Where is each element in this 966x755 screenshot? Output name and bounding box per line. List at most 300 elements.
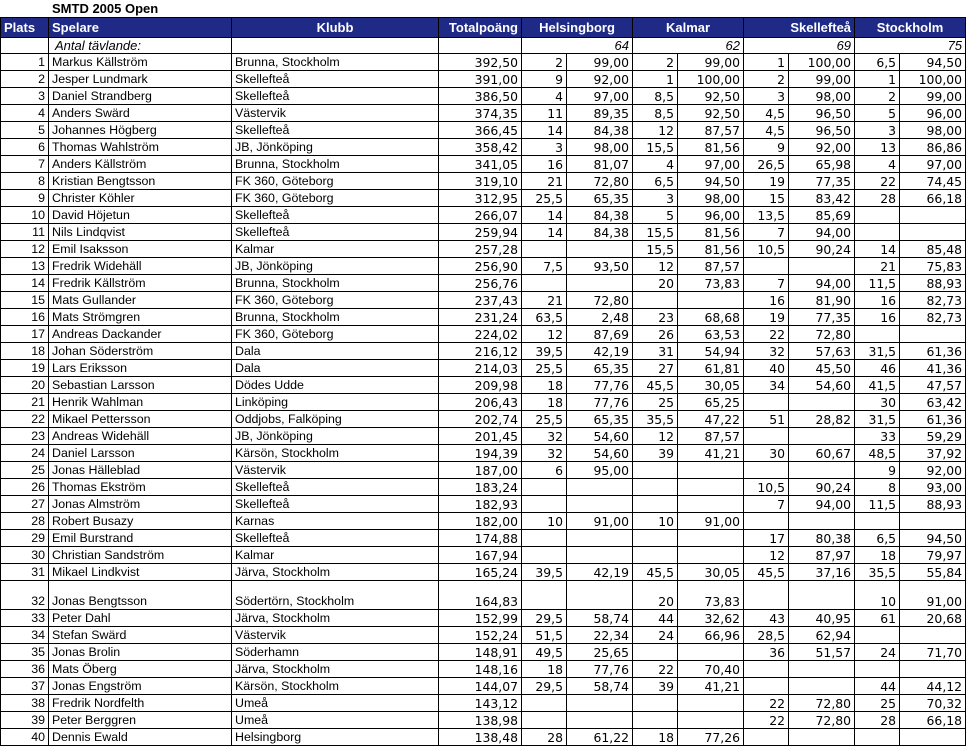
cell-stockholm-points: 20,68 (900, 610, 966, 627)
cell-stockholm-points (900, 326, 966, 343)
cell-total-points: 183,24 (439, 479, 522, 496)
cell-plats: 18 (1, 343, 49, 360)
cell-skelleftea-points (789, 661, 855, 678)
cell-plats: 22 (1, 411, 49, 428)
cell-skelleftea-place: 7 (744, 496, 789, 513)
cell-plats: 28 (1, 513, 49, 530)
cell-club: Järva, Stockholm (232, 610, 439, 627)
table-row (1, 207, 966, 224)
cell-helsingborg-place: 25,5 (522, 360, 567, 377)
header-klubb: Klubb (232, 18, 439, 38)
cell-skelleftea-place: 7 (744, 224, 789, 241)
cell-plats: 36 (1, 661, 49, 678)
competitors-stockholm: 75 (855, 38, 966, 54)
cell-plats: 20 (1, 377, 49, 394)
cell-helsingborg-points: 98,00 (567, 139, 633, 156)
cell-stockholm-place: 28 (855, 712, 900, 729)
cell-helsingborg-place (522, 275, 567, 292)
table-row (1, 678, 966, 695)
cell-helsingborg-points: 92,00 (567, 71, 633, 88)
cell-stockholm-points: 82,73 (900, 292, 966, 309)
cell-helsingborg-place (522, 241, 567, 258)
header-kalmar: Kalmar (633, 18, 744, 38)
cell-club: Södertörn, Stockholm (232, 581, 439, 610)
cell-player-name: Daniel Strandberg (49, 88, 232, 105)
cell-kalmar-points: 63,53 (678, 326, 744, 343)
cell-skelleftea-place: 51 (744, 411, 789, 428)
cell-stockholm-points: 37,92 (900, 445, 966, 462)
cell-skelleftea-points: 65,98 (789, 156, 855, 173)
cell-kalmar-place (633, 496, 678, 513)
cell-club: Dala (232, 343, 439, 360)
cell-player-name: Nils Lindqvist (49, 224, 232, 241)
cell-stockholm-place: 6,5 (855, 530, 900, 547)
cell-helsingborg-place: 9 (522, 71, 567, 88)
cell-stockholm-points: 98,00 (900, 122, 966, 139)
table-row (1, 479, 966, 496)
competitors-kalmar: 62 (633, 38, 744, 54)
cell-kalmar-points: 81,56 (678, 224, 744, 241)
cell-stockholm-place: 16 (855, 309, 900, 326)
table-row (1, 292, 966, 309)
cell-skelleftea-place: 45,5 (744, 564, 789, 581)
cell-kalmar-place: 8,5 (633, 88, 678, 105)
cell-kalmar-place (633, 479, 678, 496)
cell-helsingborg-place (522, 530, 567, 547)
cell-kalmar-place (633, 644, 678, 661)
cell-stockholm-place: 8 (855, 479, 900, 496)
cell-player-name: Jonas Engström (49, 678, 232, 695)
cell-kalmar-place: 23 (633, 309, 678, 326)
cell-skelleftea-place: 22 (744, 695, 789, 712)
table-row (1, 627, 966, 644)
cell-helsingborg-place: 14 (522, 224, 567, 241)
cell-club: Linköping (232, 394, 439, 411)
cell-helsingborg-points: 65,35 (567, 190, 633, 207)
table-row (1, 712, 966, 729)
cell-skelleftea-place: 10,5 (744, 479, 789, 496)
cell-stockholm-points: 66,18 (900, 712, 966, 729)
cell-plats: 23 (1, 428, 49, 445)
cell-helsingborg-place (522, 712, 567, 729)
cell-skelleftea-place: 43 (744, 610, 789, 627)
cell-helsingborg-place: 7,5 (522, 258, 567, 275)
table-row (1, 360, 966, 377)
cell-stockholm-points: 100,00 (900, 71, 966, 88)
cell-kalmar-points: 87,57 (678, 258, 744, 275)
table-row (1, 564, 966, 581)
cell-player-name: Mikael Lindkvist (49, 564, 232, 581)
cell-kalmar-place: 15,5 (633, 139, 678, 156)
cell-kalmar-place: 22 (633, 661, 678, 678)
cell-skelleftea-points: 96,50 (789, 105, 855, 122)
cell-helsingborg-place: 10 (522, 513, 567, 530)
cell-skelleftea-place: 26,5 (744, 156, 789, 173)
cell-stockholm-place: 41,5 (855, 377, 900, 394)
cell-stockholm-points: 88,93 (900, 496, 966, 513)
cell-skelleftea-points: 83,42 (789, 190, 855, 207)
cell-plats: 29 (1, 530, 49, 547)
results-table (0, 17, 966, 746)
cell-total-points: 202,74 (439, 411, 522, 428)
cell-stockholm-points: 74,45 (900, 173, 966, 190)
cell-stockholm-points: 88,93 (900, 275, 966, 292)
cell-stockholm-place: 18 (855, 547, 900, 564)
cell-helsingborg-place: 6 (522, 462, 567, 479)
cell-club: Brunna, Stockholm (232, 156, 439, 173)
table-row (1, 173, 966, 190)
cell-stockholm-place (855, 224, 900, 241)
cell-helsingborg-points: 84,38 (567, 207, 633, 224)
cell-skelleftea-points: 94,00 (789, 224, 855, 241)
cell-helsingborg-place: 25,5 (522, 411, 567, 428)
cell-plats: 2 (1, 71, 49, 88)
cell-player-name: Stefan Swärd (49, 627, 232, 644)
competitors-label: Antal tävlande: (49, 38, 232, 54)
cell-stockholm-place: 31,5 (855, 343, 900, 360)
table-row (1, 258, 966, 275)
cell-helsingborg-points: 25,65 (567, 644, 633, 661)
cell-skelleftea-points: 85,69 (789, 207, 855, 224)
cell-total-points: 138,48 (439, 729, 522, 746)
cell-skelleftea-place (744, 661, 789, 678)
cell-helsingborg-place: 18 (522, 377, 567, 394)
cell-helsingborg-place: 18 (522, 394, 567, 411)
cell-skelleftea-points (789, 394, 855, 411)
cell-stockholm-place: 1 (855, 71, 900, 88)
cell-player-name: Mikael Pettersson (49, 411, 232, 428)
cell-helsingborg-place: 4 (522, 88, 567, 105)
cell-skelleftea-points: 80,38 (789, 530, 855, 547)
cell-skelleftea-place: 2 (744, 71, 789, 88)
cell-plats: 33 (1, 610, 49, 627)
table-row (1, 513, 966, 530)
cell-player-name: Peter Dahl (49, 610, 232, 627)
competitors-skelleftea: 69 (744, 38, 855, 54)
cell-helsingborg-place: 39,5 (522, 564, 567, 581)
cell-player-name: Emil Burstrand (49, 530, 232, 547)
cell-kalmar-place (633, 695, 678, 712)
cell-helsingborg-points: 54,60 (567, 428, 633, 445)
cell-helsingborg-place: 18 (522, 661, 567, 678)
cell-kalmar-place: 39 (633, 445, 678, 462)
cell-club: Skellefteå (232, 224, 439, 241)
cell-club: Västervik (232, 627, 439, 644)
cell-kalmar-points: 47,22 (678, 411, 744, 428)
cell-club: Brunna, Stockholm (232, 275, 439, 292)
header-helsingborg: Helsingborg (522, 18, 633, 38)
cell-helsingborg-place: 11 (522, 105, 567, 122)
cell-player-name: Dennis Ewald (49, 729, 232, 746)
cell-kalmar-points (678, 644, 744, 661)
cell-kalmar-points: 87,57 (678, 428, 744, 445)
cell-helsingborg-points: 87,69 (567, 326, 633, 343)
cell-total-points: 144,07 (439, 678, 522, 695)
cell-kalmar-place: 24 (633, 627, 678, 644)
cell-helsingborg-points: 54,60 (567, 445, 633, 462)
cell-skelleftea-points: 72,80 (789, 326, 855, 343)
cell-helsingborg-points (567, 547, 633, 564)
cell-total-points: 148,91 (439, 644, 522, 661)
cell-kalmar-points: 61,81 (678, 360, 744, 377)
cell-plats: 35 (1, 644, 49, 661)
table-row (1, 156, 966, 173)
cell-stockholm-place: 11,5 (855, 496, 900, 513)
cell-kalmar-points (678, 547, 744, 564)
header-skelleftea: Skellefteå (744, 18, 855, 38)
cell-plats: 38 (1, 695, 49, 712)
cell-stockholm-points: 41,36 (900, 360, 966, 377)
cell-helsingborg-points (567, 275, 633, 292)
cell-helsingborg-points: 42,19 (567, 343, 633, 360)
cell-player-name: Robert Busazy (49, 513, 232, 530)
cell-stockholm-points: 96,00 (900, 105, 966, 122)
cell-stockholm-place: 14 (855, 241, 900, 258)
cell-club: Oddjobs, Falköping (232, 411, 439, 428)
cell-stockholm-place: 46 (855, 360, 900, 377)
cell-skelleftea-points (789, 258, 855, 275)
cell-stockholm-place: 2 (855, 88, 900, 105)
cell-skelleftea-points: 37,16 (789, 564, 855, 581)
cell-helsingborg-place: 14 (522, 122, 567, 139)
cell-stockholm-place: 61 (855, 610, 900, 627)
table-row (1, 241, 966, 258)
cell-stockholm-points: 86,86 (900, 139, 966, 156)
cell-kalmar-points (678, 712, 744, 729)
cell-stockholm-place: 48,5 (855, 445, 900, 462)
cell-helsingborg-place: 25,5 (522, 190, 567, 207)
cell-club: Dödes Udde (232, 377, 439, 394)
cell-skelleftea-points: 90,24 (789, 479, 855, 496)
cell-stockholm-place: 24 (855, 644, 900, 661)
cell-stockholm-place: 35,5 (855, 564, 900, 581)
cell-player-name: Thomas Ekström (49, 479, 232, 496)
cell-club: Brunna, Stockholm (232, 309, 439, 326)
cell-stockholm-points: 91,00 (900, 581, 966, 610)
cell-kalmar-points: 70,40 (678, 661, 744, 678)
cell-helsingborg-place: 12 (522, 326, 567, 343)
cell-stockholm-points (900, 224, 966, 241)
cell-plats: 26 (1, 479, 49, 496)
table-row (1, 445, 966, 462)
header-plats: Plats (1, 18, 49, 38)
cell-kalmar-place: 35,5 (633, 411, 678, 428)
cell-plats: 7 (1, 156, 49, 173)
cell-helsingborg-points (567, 581, 633, 610)
cell-helsingborg-points: 2,48 (567, 309, 633, 326)
cell-skelleftea-place (744, 513, 789, 530)
cell-total-points: 312,95 (439, 190, 522, 207)
cell-skelleftea-place: 17 (744, 530, 789, 547)
cell-helsingborg-place (522, 695, 567, 712)
cell-stockholm-points: 44,12 (900, 678, 966, 695)
cell-stockholm-points: 61,36 (900, 343, 966, 360)
cell-kalmar-place: 45,5 (633, 564, 678, 581)
cell-plats: 34 (1, 627, 49, 644)
cell-skelleftea-points: 100,00 (789, 54, 855, 71)
cell-player-name: Markus Källström (49, 54, 232, 71)
cell-stockholm-place: 11,5 (855, 275, 900, 292)
header-stockholm: Stockholm (855, 18, 966, 38)
cell-helsingborg-place: 21 (522, 173, 567, 190)
cell-helsingborg-place: 14 (522, 207, 567, 224)
cell-plats: 5 (1, 122, 49, 139)
cell-stockholm-points: 55,84 (900, 564, 966, 581)
table-row (1, 88, 966, 105)
cell-plats: 6 (1, 139, 49, 156)
cell-plats: 32 (1, 581, 49, 610)
cell-total-points: 216,12 (439, 343, 522, 360)
cell-skelleftea-place: 15 (744, 190, 789, 207)
cell-skelleftea-place: 12 (744, 547, 789, 564)
cell-kalmar-place: 15,5 (633, 241, 678, 258)
cell-stockholm-points: 94,50 (900, 530, 966, 547)
sheet-title: SMTD 2005 Open (52, 1, 159, 16)
cell-club: Skellefteå (232, 122, 439, 139)
cell-player-name: Johannes Högberg (49, 122, 232, 139)
cell-player-name: Christian Sandström (49, 547, 232, 564)
cell-stockholm-place (855, 207, 900, 224)
cell-plats: 16 (1, 309, 49, 326)
cell-skelleftea-points (789, 729, 855, 746)
cell-player-name: Jesper Lundmark (49, 71, 232, 88)
cell-stockholm-place: 21 (855, 258, 900, 275)
cell-skelleftea-place: 4,5 (744, 105, 789, 122)
cell-stockholm-points: 47,57 (900, 377, 966, 394)
cell-stockholm-points: 70,32 (900, 695, 966, 712)
cell-total-points: 187,00 (439, 462, 522, 479)
header-spelare: Spelare (49, 18, 232, 38)
cell-skelleftea-place: 40 (744, 360, 789, 377)
cell-kalmar-points: 77,26 (678, 729, 744, 746)
cell-kalmar-points: 54,94 (678, 343, 744, 360)
cell-helsingborg-points: 95,00 (567, 462, 633, 479)
cell-plats: 37 (1, 678, 49, 695)
cell-skelleftea-points (789, 513, 855, 530)
cell-player-name: Mats Gullander (49, 292, 232, 309)
cell-helsingborg-place (522, 479, 567, 496)
cell-total-points: 148,16 (439, 661, 522, 678)
cell-plats: 24 (1, 445, 49, 462)
cell-kalmar-place: 1 (633, 71, 678, 88)
cell-helsingborg-points: 72,80 (567, 292, 633, 309)
cell-club: Söderhamn (232, 644, 439, 661)
cell-helsingborg-place: 51,5 (522, 627, 567, 644)
cell-helsingborg-points: 22,34 (567, 627, 633, 644)
cell-total-points: 182,93 (439, 496, 522, 513)
cell-skelleftea-points: 40,95 (789, 610, 855, 627)
cell-player-name: David Höjetun (49, 207, 232, 224)
cell-skelleftea-points: 99,00 (789, 71, 855, 88)
cell-plats: 12 (1, 241, 49, 258)
cell-plats: 9 (1, 190, 49, 207)
cell-helsingborg-points: 42,19 (567, 564, 633, 581)
cell-club: Västervik (232, 105, 439, 122)
cell-skelleftea-place (744, 394, 789, 411)
cell-total-points: 231,24 (439, 309, 522, 326)
cell-kalmar-place (633, 712, 678, 729)
cell-skelleftea-points: 72,80 (789, 695, 855, 712)
cell-stockholm-place (855, 627, 900, 644)
cell-skelleftea-place (744, 258, 789, 275)
cell-player-name: Jonas Almström (49, 496, 232, 513)
table-row (1, 729, 966, 746)
competitors-row (1, 38, 966, 54)
cell-total-points: 366,45 (439, 122, 522, 139)
table-row (1, 105, 966, 122)
cell-kalmar-points: 32,62 (678, 610, 744, 627)
cell-stockholm-place: 5 (855, 105, 900, 122)
cell-kalmar-place: 6,5 (633, 173, 678, 190)
cell-skelleftea-place (744, 729, 789, 746)
cell-stockholm-points: 92,00 (900, 462, 966, 479)
cell-helsingborg-points (567, 496, 633, 513)
table-row (1, 343, 966, 360)
cell-skelleftea-place: 1 (744, 54, 789, 71)
cell-kalmar-place: 26 (633, 326, 678, 343)
cell-plats: 13 (1, 258, 49, 275)
cell-stockholm-place: 33 (855, 428, 900, 445)
cell-kalmar-place: 3 (633, 190, 678, 207)
cell-helsingborg-points: 91,00 (567, 513, 633, 530)
cell-helsingborg-points (567, 712, 633, 729)
cell-player-name: Christer Köhler (49, 190, 232, 207)
cell-kalmar-place: 31 (633, 343, 678, 360)
cell-stockholm-points (900, 513, 966, 530)
cell-total-points: 256,90 (439, 258, 522, 275)
cell-club: JB, Jönköping (232, 258, 439, 275)
cell-kalmar-points (678, 292, 744, 309)
cell-kalmar-points: 87,57 (678, 122, 744, 139)
cell-player-name: Jonas Hälleblad (49, 462, 232, 479)
cell-stockholm-points: 82,73 (900, 309, 966, 326)
cell-skelleftea-points: 51,57 (789, 644, 855, 661)
cell-stockholm-points: 66,18 (900, 190, 966, 207)
cell-kalmar-place: 5 (633, 207, 678, 224)
cell-player-name: Andreas Dackander (49, 326, 232, 343)
cell-kalmar-points: 30,05 (678, 377, 744, 394)
cell-club: JB, Jönköping (232, 428, 439, 445)
cell-stockholm-points: 93,00 (900, 479, 966, 496)
cell-stockholm-place: 25 (855, 695, 900, 712)
cell-kalmar-points: 100,00 (678, 71, 744, 88)
cell-player-name: Fredrik Widehäll (49, 258, 232, 275)
cell-club: FK 360, Göteborg (232, 190, 439, 207)
cell-skelleftea-points: 94,00 (789, 275, 855, 292)
cell-helsingborg-points: 65,35 (567, 360, 633, 377)
cell-kalmar-place: 44 (633, 610, 678, 627)
cell-helsingborg-points (567, 530, 633, 547)
cell-plats: 1 (1, 54, 49, 71)
cell-skelleftea-points: 77,35 (789, 173, 855, 190)
cell-skelleftea-points: 94,00 (789, 496, 855, 513)
cell-kalmar-points: 92,50 (678, 105, 744, 122)
cell-total-points: 374,35 (439, 105, 522, 122)
cell-player-name: Thomas Wahlström (49, 139, 232, 156)
cell-skelleftea-place: 7 (744, 275, 789, 292)
cell-kalmar-place: 12 (633, 258, 678, 275)
cell-player-name: Emil Isaksson (49, 241, 232, 258)
cell-skelleftea-place: 13,5 (744, 207, 789, 224)
cell-club: FK 360, Göteborg (232, 326, 439, 343)
table-row (1, 661, 966, 678)
cell-kalmar-place: 12 (633, 428, 678, 445)
cell-skelleftea-points: 60,67 (789, 445, 855, 462)
cell-kalmar-points: 30,05 (678, 564, 744, 581)
cell-plats: 10 (1, 207, 49, 224)
cell-kalmar-points: 65,25 (678, 394, 744, 411)
cell-helsingborg-points: 72,80 (567, 173, 633, 190)
